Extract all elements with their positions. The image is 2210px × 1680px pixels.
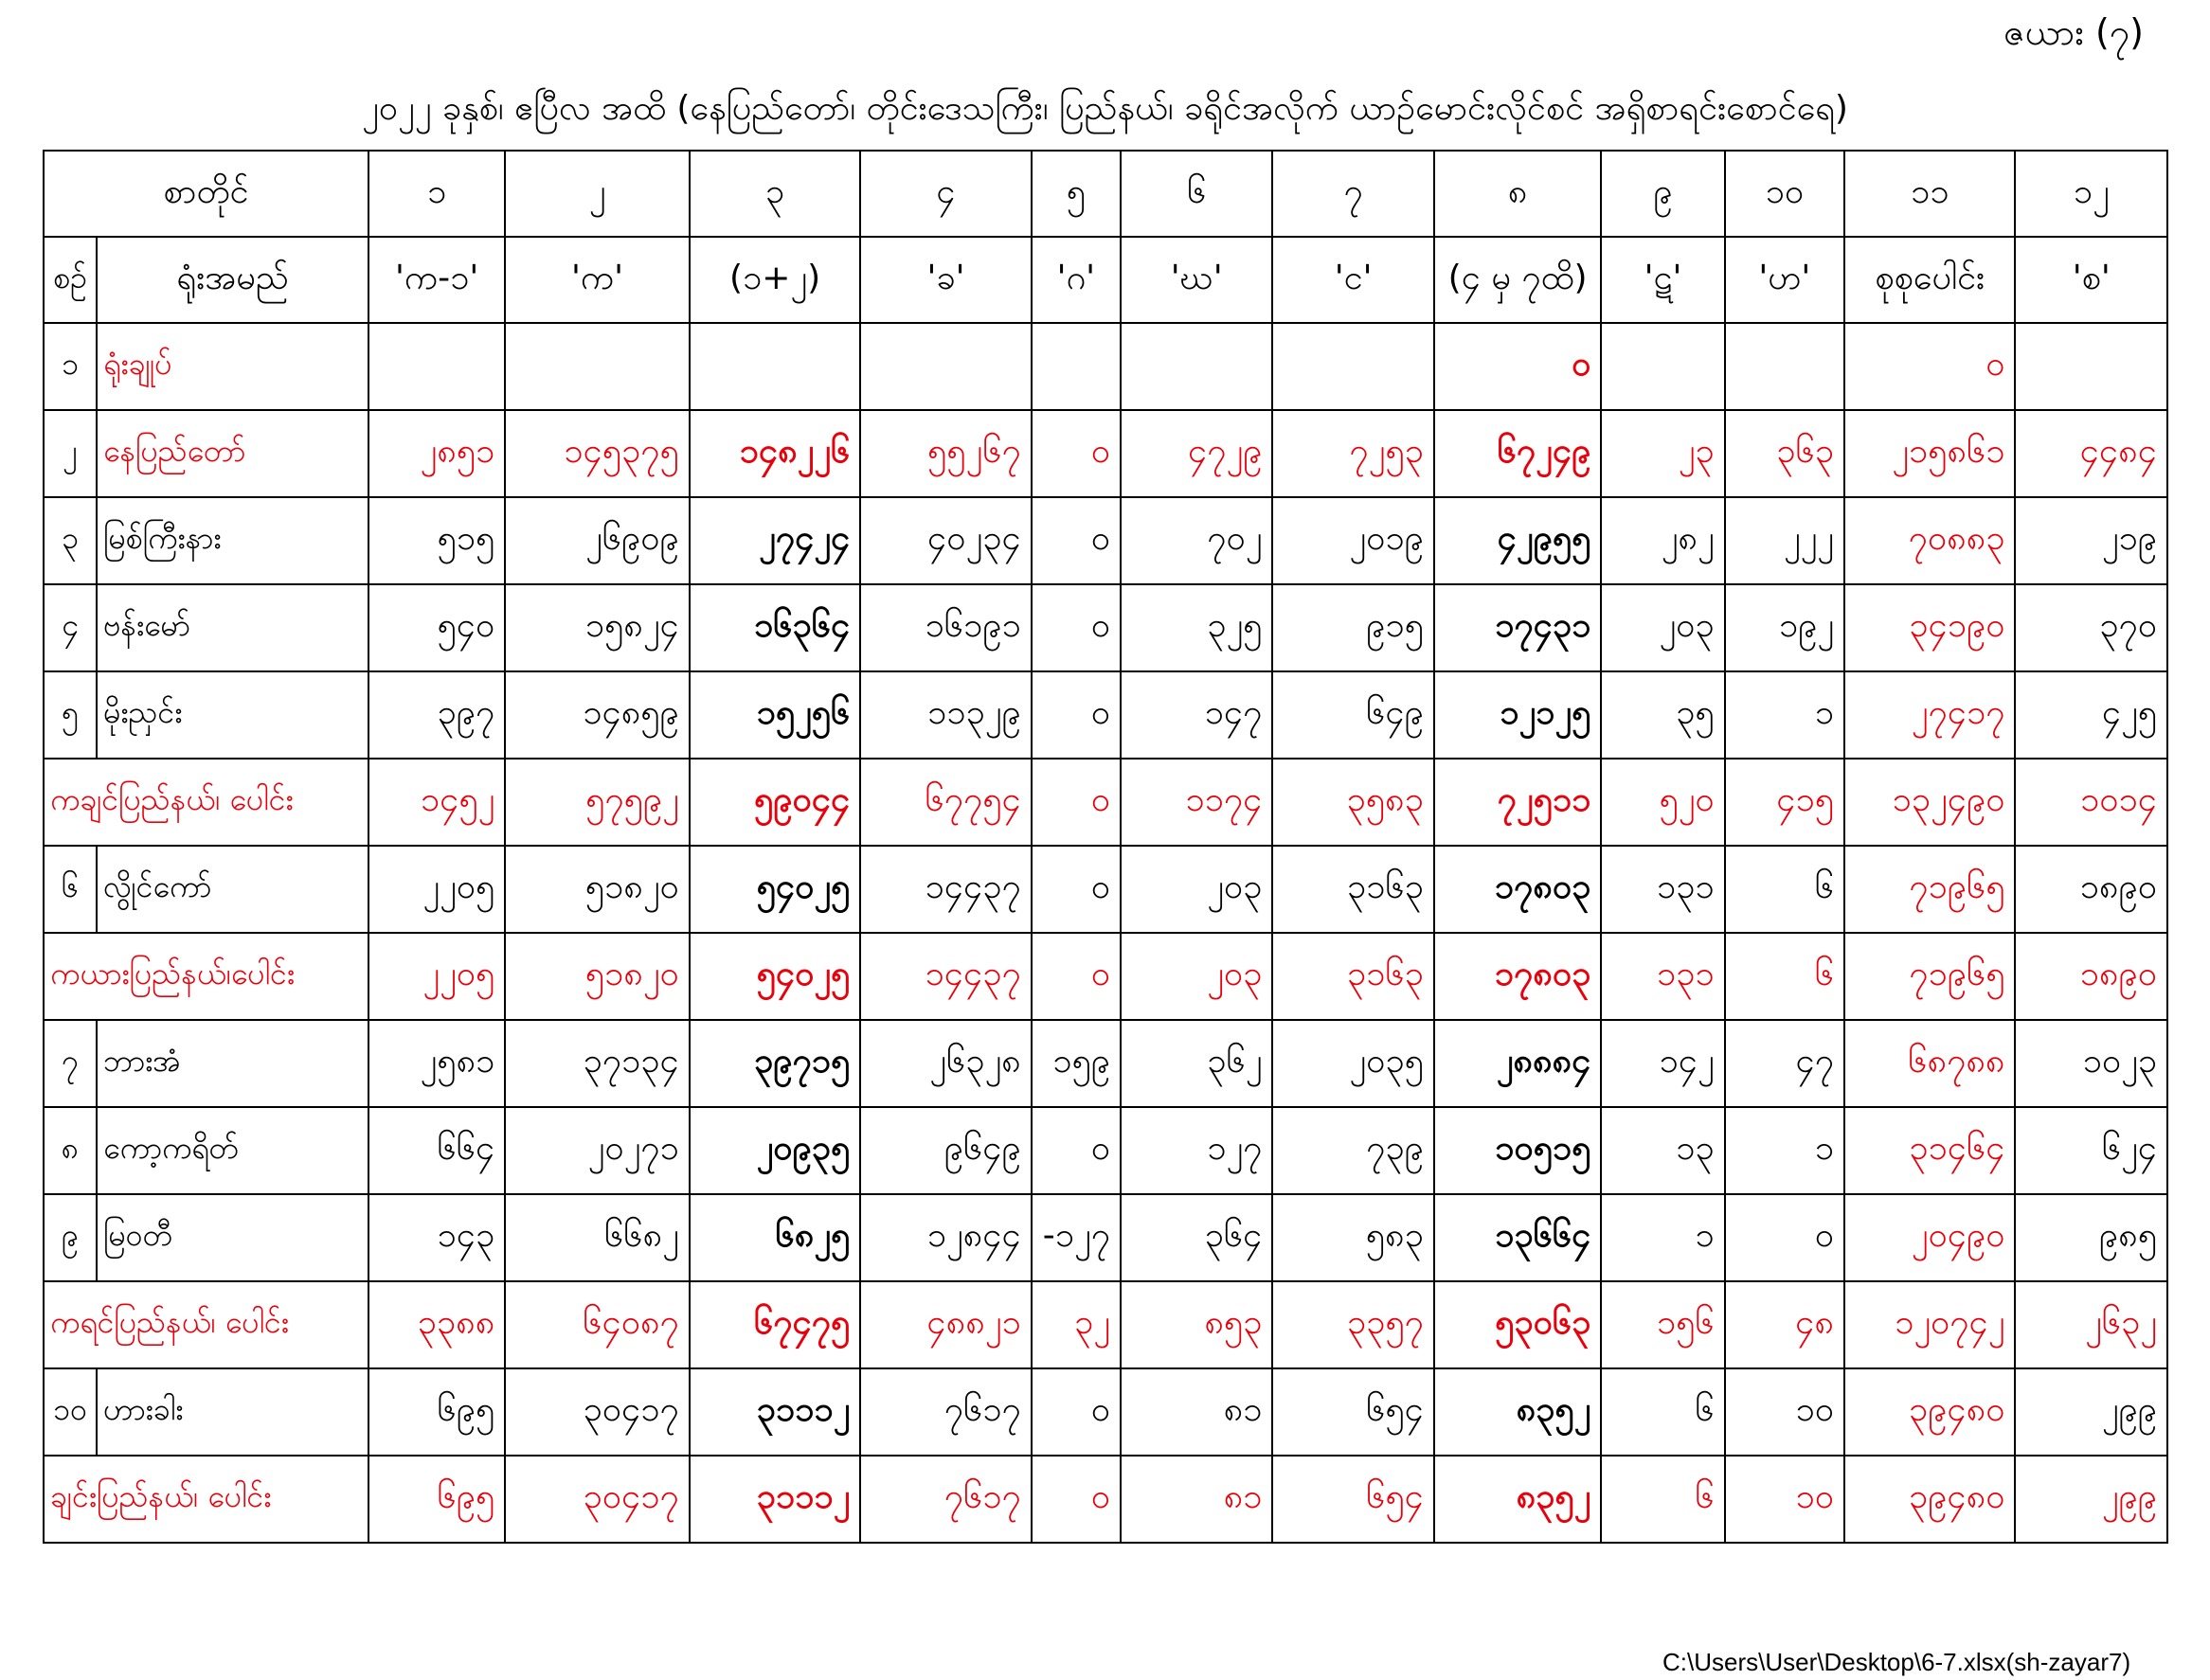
- value-cell: ၆၉၅: [368, 1368, 505, 1456]
- value-cell: ၂၂၂: [1725, 497, 1844, 584]
- value-cell: ၉၁၅: [1272, 584, 1433, 671]
- col-type: (၁+၂): [690, 237, 860, 323]
- value-cell: ၄၁၅: [1725, 759, 1844, 846]
- value-cell: ၁၀၅၁၅: [1434, 1107, 1601, 1194]
- value-cell: ၃၄၁၉၀: [1844, 584, 2015, 671]
- value-cell: ၅၄၀၂၅: [690, 846, 860, 933]
- value-cell: [1725, 323, 1844, 410]
- value-cell: ၂၀၃၅: [1272, 1020, 1433, 1107]
- value-cell: ၅၅၂၆၇: [860, 410, 1031, 497]
- value-cell: ၃၉၄၈၀: [1844, 1456, 2015, 1543]
- value-cell: ၂၀၃: [1601, 584, 1724, 671]
- value-cell: ၀: [1844, 323, 2015, 410]
- value-cell: ၉၆၄၉: [860, 1107, 1031, 1194]
- value-cell: [1121, 323, 1272, 410]
- value-cell: ၇၀၂: [1121, 497, 1272, 584]
- value-cell: ၆၅၄: [1272, 1456, 1433, 1543]
- subtotal-row: [44, 1456, 2167, 1543]
- value-cell: ၀: [1725, 1194, 1844, 1281]
- value-cell: ၁၄၄၃၇: [860, 846, 1031, 933]
- value-cell: ၃၁၁၁၂: [690, 1456, 860, 1543]
- value-cell: ၃၅၈၃: [1272, 759, 1433, 846]
- col-number: ၈: [1434, 151, 1601, 237]
- value-cell: ၆: [1601, 1368, 1724, 1456]
- value-cell: ၆၆၈၂: [505, 1194, 690, 1281]
- value-cell: ၂၀၃: [1121, 933, 1272, 1020]
- subtotal-name: ကယားပြည်နယ်၊ပေါင်း: [44, 933, 368, 1020]
- office-name: နေပြည်တော်: [97, 410, 368, 497]
- table-row: [44, 410, 2167, 497]
- col-number: ၅: [1032, 151, 1121, 237]
- value-cell: ၅၁၈၂၀: [505, 933, 690, 1020]
- value-cell: ၆၄၀၈၇: [505, 1281, 690, 1368]
- value-cell: ၃၃၅၇: [1272, 1281, 1433, 1368]
- value-cell: ၁၄၃: [368, 1194, 505, 1281]
- serial-number: ၆: [44, 846, 97, 933]
- value-cell: ၆: [1725, 846, 1844, 933]
- value-cell: ၀: [1032, 671, 1121, 759]
- col-number: ၆: [1121, 151, 1272, 237]
- subtotal-row: [44, 759, 2167, 846]
- value-cell: ၂၉၉: [2015, 1368, 2167, 1456]
- col-type: 'က-၁': [368, 237, 505, 323]
- value-cell: ၆၉၅: [368, 1456, 505, 1543]
- value-cell: ၁၂၁၂၅: [1434, 671, 1601, 759]
- value-cell: ၆၈၇၈၈: [1844, 1020, 2015, 1107]
- value-cell: ၁: [1725, 1107, 1844, 1194]
- col-type: စုစုပေါင်း: [1844, 237, 2015, 323]
- value-cell: ၂၀၄၉၀: [1844, 1194, 2015, 1281]
- value-cell: ၄၇၂၉: [1121, 410, 1272, 497]
- value-cell: ၁၄၄၃၇: [860, 933, 1031, 1020]
- value-cell: ၆: [1725, 933, 1844, 1020]
- value-cell: ၂၅၈၁: [368, 1020, 505, 1107]
- value-cell: ၂၇၄၁၇: [1844, 671, 2015, 759]
- value-cell: ၂၀၁၉: [1272, 497, 1433, 584]
- value-cell: ၁၀၂၃: [2015, 1020, 2167, 1107]
- value-cell: ၆၄၉: [1272, 671, 1433, 759]
- value-cell: ၆၅၄: [1272, 1368, 1433, 1456]
- value-cell: ၇၁၉၆၅: [1844, 846, 2015, 933]
- value-cell: ၁: [1601, 1194, 1724, 1281]
- value-cell: ၁၁၃၂၉: [860, 671, 1031, 759]
- value-cell: ၁၁၇၄: [1121, 759, 1272, 846]
- col-type: 'ဃ': [1121, 237, 1272, 323]
- value-cell: ၄၇: [1725, 1020, 1844, 1107]
- value-cell: ၄၂၉၅၅: [1434, 497, 1601, 584]
- page-col-label: စာတိုင်: [44, 151, 368, 237]
- value-cell: ၁၄၈၅၉: [505, 671, 690, 759]
- value-cell: [1272, 323, 1433, 410]
- value-cell: [2015, 323, 2167, 410]
- col-type: 'ဋ': [1601, 237, 1724, 323]
- value-cell: ၇၁၉၆၅: [1844, 933, 2015, 1020]
- value-cell: ၃၉၄၈၀: [1844, 1368, 2015, 1456]
- value-cell: ၃၉၇၁၅: [690, 1020, 860, 1107]
- value-cell: ၃၁၆၃: [1272, 933, 1433, 1020]
- value-cell: ၂၆၃၂၈: [860, 1020, 1031, 1107]
- value-cell: ၃၉၇: [368, 671, 505, 759]
- value-cell: ၁၈၉၀: [2015, 846, 2167, 933]
- value-cell: ၂၃: [1601, 410, 1724, 497]
- value-cell: ၂၀၃: [1121, 846, 1272, 933]
- value-cell: ၆၇၂၄၉: [1434, 410, 1601, 497]
- col-number: ၂: [505, 151, 690, 237]
- col-type: 'ဟ': [1725, 237, 1844, 323]
- table-row: [44, 323, 2167, 410]
- value-cell: ၁၇၄၃၁: [1434, 584, 1601, 671]
- col-type: 'စ': [2015, 237, 2167, 323]
- value-cell: ၅၉၀၄၄: [690, 759, 860, 846]
- value-cell: ၁: [1725, 671, 1844, 759]
- value-cell: ၃၆၂: [1121, 1020, 1272, 1107]
- col-number: ၁၂: [2015, 151, 2167, 237]
- value-cell: ၆၂၄: [2015, 1107, 2167, 1194]
- value-cell: ၂၂၀၅: [368, 846, 505, 933]
- office-label: ရုံးအမည်: [97, 237, 368, 323]
- value-cell: ၉၈၅: [2015, 1194, 2167, 1281]
- table-row: [44, 1368, 2167, 1456]
- header-row-types: [44, 237, 2167, 323]
- table-row: [44, 1020, 2167, 1107]
- value-cell: ၃၇၁၃၄: [505, 1020, 690, 1107]
- value-cell: ၁၃၂၄၉၀: [1844, 759, 2015, 846]
- table-row: [44, 846, 2167, 933]
- value-cell: ၁၃၆၆၄: [1434, 1194, 1601, 1281]
- value-cell: ၃၅: [1601, 671, 1724, 759]
- value-cell: ၅၇၅၉၂: [505, 759, 690, 846]
- value-cell: ၃၇၀: [2015, 584, 2167, 671]
- serial-number: ၉: [44, 1194, 97, 1281]
- value-cell: ၁၂၇: [1121, 1107, 1272, 1194]
- value-cell: ၄၄၈၄: [2015, 410, 2167, 497]
- office-name: မိုးညှင်း: [97, 671, 368, 759]
- value-cell: ၅၁၅: [368, 497, 505, 584]
- office-name: ရုံးချုပ်: [97, 323, 368, 410]
- value-cell: ၁၃၁: [1601, 846, 1724, 933]
- value-cell: ၃၆၄: [1121, 1194, 1272, 1281]
- value-cell: ၈၁: [1121, 1456, 1272, 1543]
- value-cell: ၁၄၈၂၂၆: [690, 410, 860, 497]
- value-cell: ၁၀: [1725, 1368, 1844, 1456]
- value-cell: ၃၀၄၁၇: [505, 1456, 690, 1543]
- office-name: ဟားခါး: [97, 1368, 368, 1456]
- table-row: [44, 497, 2167, 584]
- value-cell: ၂၈၈၈၄: [1434, 1020, 1601, 1107]
- value-cell: ၀: [1032, 1456, 1121, 1543]
- value-cell: ၂၀၉၃၅: [690, 1107, 860, 1194]
- value-cell: ၇၀၈၈၃: [1844, 497, 2015, 584]
- office-name: ဗန်းမော်: [97, 584, 368, 671]
- value-cell: ၃၀၄၁၇: [505, 1368, 690, 1456]
- value-cell: ၁၄၅၃၇၅: [505, 410, 690, 497]
- value-cell: ၂၁၉: [2015, 497, 2167, 584]
- value-cell: ၀: [1032, 584, 1121, 671]
- subtotal-name: ချင်းပြည်နယ်၊ ပေါင်း: [44, 1456, 368, 1543]
- value-cell: ၈၅၃: [1121, 1281, 1272, 1368]
- value-cell: ၁၀၁၄: [2015, 759, 2167, 846]
- value-cell: ၂၁၅၈၆၁: [1844, 410, 2015, 497]
- value-cell: ၂၇၄၂၄: [690, 497, 860, 584]
- value-cell: ၆၇၄၇၅: [690, 1281, 860, 1368]
- value-cell: ၁၂၀၇၄၂: [1844, 1281, 2015, 1368]
- office-name: မြစ်ကြီးနား: [97, 497, 368, 584]
- value-cell: ၇၂၅၃: [1272, 410, 1433, 497]
- col-number: ၁၀: [1725, 151, 1844, 237]
- col-number: ၇: [1272, 151, 1433, 237]
- serial-number: ၅: [44, 671, 97, 759]
- value-cell: ၅၁၈၂၀: [505, 846, 690, 933]
- value-cell: ၇၃၉: [1272, 1107, 1433, 1194]
- license-table: [43, 150, 2168, 1544]
- value-cell: ၁၀: [1725, 1456, 1844, 1543]
- serial-label: စဉ်: [44, 237, 97, 323]
- col-number: ၁: [368, 151, 505, 237]
- value-cell: ၃၆၃: [1725, 410, 1844, 497]
- serial-number: ၇: [44, 1020, 97, 1107]
- subtotal-name: ကရင်ပြည်နယ်၊ ပေါင်း: [44, 1281, 368, 1368]
- col-type: 'င': [1272, 237, 1433, 323]
- value-cell: ၁၃: [1601, 1107, 1724, 1194]
- value-cell: ၁၂၈၄၄: [860, 1194, 1031, 1281]
- value-cell: ၃၁၆၃: [1272, 846, 1433, 933]
- value-cell: ၂၈၂: [1601, 497, 1724, 584]
- serial-number: ၈: [44, 1107, 97, 1194]
- value-cell: ၄၂၅: [2015, 671, 2167, 759]
- value-cell: ၁၆၁၉၁: [860, 584, 1031, 671]
- file-path: C:\Users\User\Desktop\6-7.xlsx(sh-zayar7): [1662, 1648, 2131, 1676]
- header-row-numbers: [44, 151, 2167, 237]
- value-cell: ၁၈၉၀: [2015, 933, 2167, 1020]
- value-cell: ၅၈၃: [1272, 1194, 1433, 1281]
- value-cell: ၀: [1032, 759, 1121, 846]
- serial-number: ၁: [44, 323, 97, 410]
- table-row: [44, 584, 2167, 671]
- value-cell: ၀: [1032, 933, 1121, 1020]
- value-cell: ၃၃၈၈: [368, 1281, 505, 1368]
- col-number: ၁၁: [1844, 151, 2015, 237]
- value-cell: ၈၁: [1121, 1368, 1272, 1456]
- value-cell: ၂၂၀၅: [368, 933, 505, 1020]
- value-cell: ၆၈၂၅: [690, 1194, 860, 1281]
- table-body: [44, 323, 2167, 1543]
- value-cell: ၁၄၂: [1601, 1020, 1724, 1107]
- subtotal-row: [44, 933, 2167, 1020]
- value-cell: ၂၀၂၇၁: [505, 1107, 690, 1194]
- value-cell: ၁၃၁: [1601, 933, 1724, 1020]
- value-cell: ၀: [1032, 1107, 1121, 1194]
- value-cell: ၂၈၅၁: [368, 410, 505, 497]
- value-cell: ၁၇၈၀၃: [1434, 933, 1601, 1020]
- table-row: [44, 671, 2167, 759]
- value-cell: ၆: [1601, 1456, 1724, 1543]
- value-cell: ၃၁၄၆၄: [1844, 1107, 2015, 1194]
- value-cell: ၁၄၅၂: [368, 759, 505, 846]
- office-name: လွိုင်ကော်: [97, 846, 368, 933]
- value-cell: [690, 323, 860, 410]
- value-cell: ၇၆၁၇: [860, 1456, 1031, 1543]
- office-name: ကော့ကရိတ်: [97, 1107, 368, 1194]
- table-title: ၂၀၂၂ ခုနှစ်၊ ဧပြီလ အထိ (နေပြည်တော်၊ တိုင်းဒေသကြီး၊ ပြည်နယ်၊ ခရိုင်အလိုက် ယာဉ်မောင်းလိုင်စင် အရှိစာရင်းစောင်ရေ): [362, 89, 1848, 128]
- value-cell: ၁၇၈၀၃: [1434, 846, 1601, 933]
- col-type: (၄ မှ ၇ထိ): [1434, 237, 1601, 323]
- col-type: 'ဂ': [1032, 237, 1121, 323]
- value-cell: ၅၄၀: [368, 584, 505, 671]
- value-cell: ၅၃၀၆၃: [1434, 1281, 1601, 1368]
- page-reference: ဇယား (၇): [2003, 11, 2144, 53]
- value-cell: [505, 323, 690, 410]
- value-cell: ၅၄၀၂၅: [690, 933, 860, 1020]
- value-cell: ၁၅၆: [1601, 1281, 1724, 1368]
- value-cell: ၀: [1032, 497, 1121, 584]
- value-cell: ၁၅၈၂၄: [505, 584, 690, 671]
- value-cell: ၁၄၇: [1121, 671, 1272, 759]
- col-type: 'က': [505, 237, 690, 323]
- value-cell: ၂၆၉၀၉: [505, 497, 690, 584]
- value-cell: ၁၅၉: [1032, 1020, 1121, 1107]
- serial-number: ၄: [44, 584, 97, 671]
- value-cell: ၀: [1032, 846, 1121, 933]
- value-cell: ၇၆၁၇: [860, 1368, 1031, 1456]
- value-cell: [368, 323, 505, 410]
- value-cell: -၁၂၇: [1032, 1194, 1121, 1281]
- table-row: [44, 1107, 2167, 1194]
- value-cell: ၁၉၂: [1725, 584, 1844, 671]
- value-cell: [1032, 323, 1121, 410]
- col-number: ၉: [1601, 151, 1724, 237]
- col-number: ၄: [860, 151, 1031, 237]
- value-cell: ၄၈၈၂၁: [860, 1281, 1031, 1368]
- serial-number: ၃: [44, 497, 97, 584]
- value-cell: ၁၆၃၆၄: [690, 584, 860, 671]
- value-cell: ၆၇၇၅၄: [860, 759, 1031, 846]
- office-name: ဘားအံ: [97, 1020, 368, 1107]
- value-cell: [860, 323, 1031, 410]
- value-cell: [1601, 323, 1724, 410]
- value-cell: ၈၃၅၂: [1434, 1456, 1601, 1543]
- value-cell: ၀: [1434, 323, 1601, 410]
- value-cell: ၁၅၂၅၆: [690, 671, 860, 759]
- table-row: [44, 1194, 2167, 1281]
- value-cell: ၀: [1032, 410, 1121, 497]
- value-cell: ၃၁၁၁၂: [690, 1368, 860, 1456]
- value-cell: ၂၉၉: [2015, 1456, 2167, 1543]
- value-cell: ၅၂၀: [1601, 759, 1724, 846]
- col-number: ၃: [690, 151, 860, 237]
- value-cell: ၇၂၅၁၁: [1434, 759, 1601, 846]
- value-cell: ၄၈: [1725, 1281, 1844, 1368]
- serial-number: ၁၀: [44, 1368, 97, 1456]
- value-cell: ၃၂၅: [1121, 584, 1272, 671]
- value-cell: ၃၂: [1032, 1281, 1121, 1368]
- subtotal-name: ကချင်ပြည်နယ်၊ ပေါင်း: [44, 759, 368, 846]
- col-type: 'ခ': [860, 237, 1031, 323]
- value-cell: ၂၆၃၂: [2015, 1281, 2167, 1368]
- value-cell: ၆၆၄: [368, 1107, 505, 1194]
- value-cell: ၀: [1032, 1368, 1121, 1456]
- serial-number: ၂: [44, 410, 97, 497]
- value-cell: ၄၀၂၃၄: [860, 497, 1031, 584]
- value-cell: ၈၃၅၂: [1434, 1368, 1601, 1456]
- subtotal-row: [44, 1281, 2167, 1368]
- office-name: မြဝတီ: [97, 1194, 368, 1281]
